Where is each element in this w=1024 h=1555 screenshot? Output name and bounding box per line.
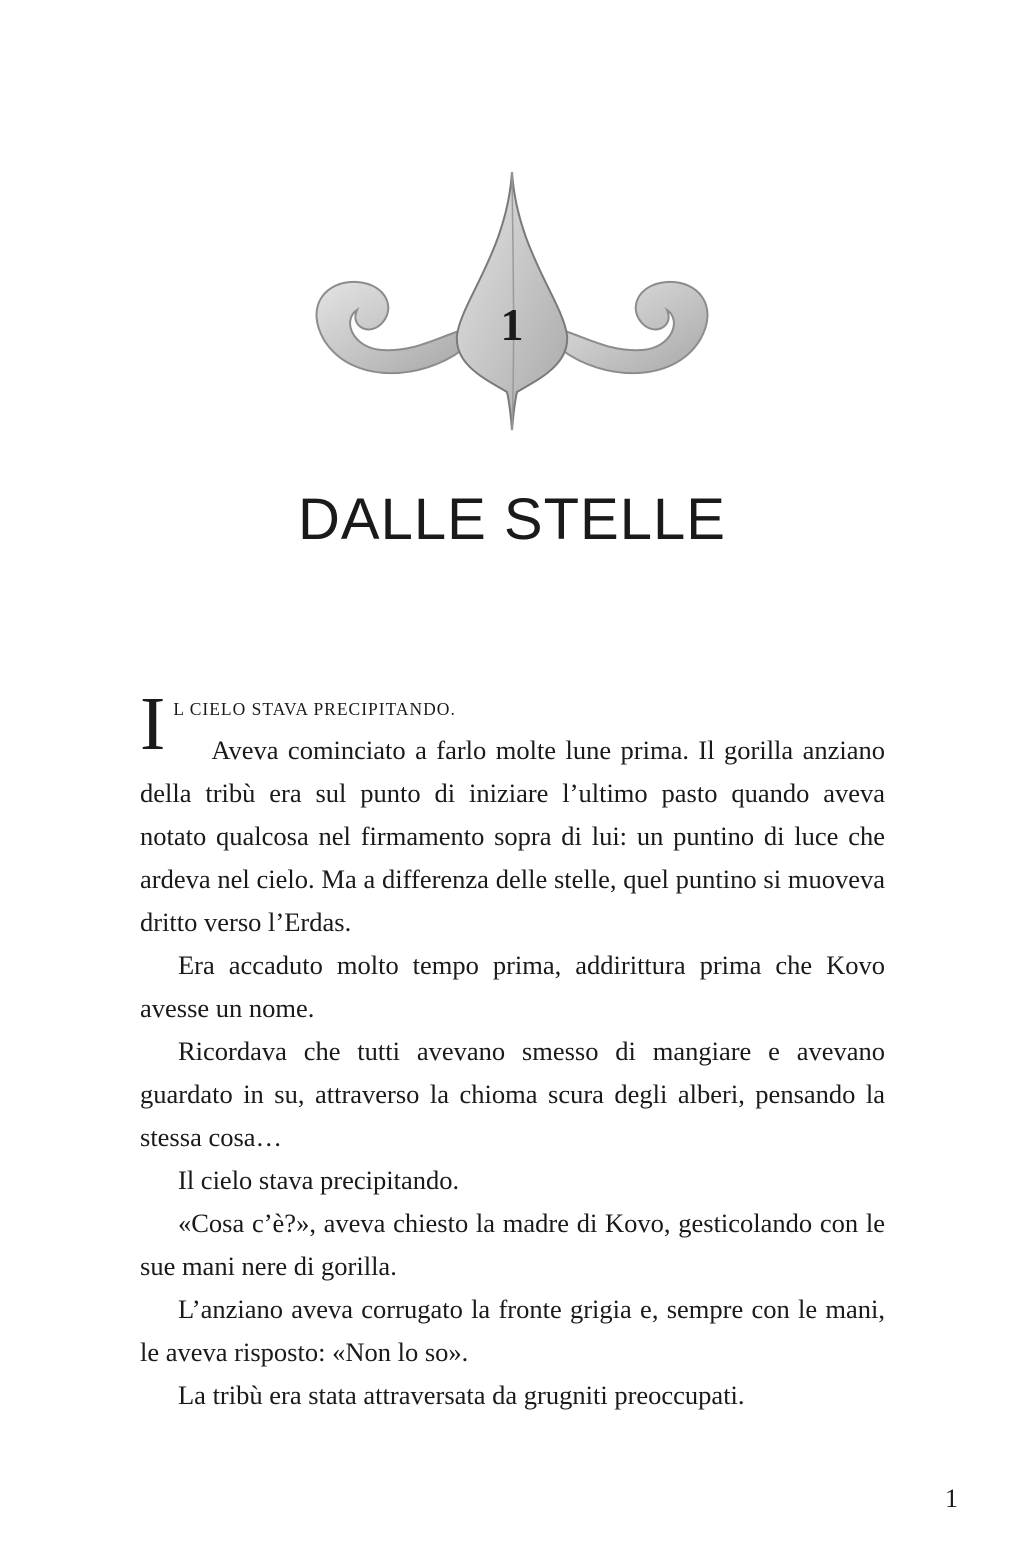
paragraph: «Cosa c’è?», aveva chiesto la madre di Kovo, gesticolando con le sue mani nere di gorilla. bbox=[140, 1208, 885, 1281]
opening-line bbox=[140, 682, 885, 944]
chapter-number: 1 bbox=[500, 299, 524, 350]
paragraph: L’anziano aveva corrugato la fronte grigia e, sempre con le mani, le aveva risposto: «Non lo so». bbox=[140, 1294, 885, 1367]
paragraph: La tribù era stata attraversata da grugniti preoccupati. bbox=[178, 1380, 745, 1410]
paragraph: Il cielo stava precipitando. bbox=[178, 1165, 460, 1195]
page-number: 1 bbox=[945, 1484, 958, 1513]
opening-small-caps: L CIELO STAVA PRECIPITANDO. bbox=[173, 699, 456, 719]
paragraph: Aveva cominciato a farlo molte lune prima. Il gorilla anziano della tribù era sul punto di iniziare l’ultimo pasto quando aveva notato qualcosa nel firmamento sopra di lui: un puntino di luce che ardeva nel cielo. Ma a differenza delle stelle, quel puntino si muoveva dritto verso l’Erdas. bbox=[140, 735, 885, 937]
chapter-body bbox=[140, 682, 885, 1417]
paragraph: Era accaduto molto tempo prima, addirittura prima che Kovo avesse un nome. bbox=[140, 950, 885, 1023]
chapter-title: DALLE STELLE bbox=[298, 487, 726, 552]
paragraph: Ricordava che tutti avevano smesso di mangiare e avevano guardato in su, attraverso la chioma scura degli alberi, pensando la stessa cosa… bbox=[140, 1036, 885, 1152]
drop-cap: I bbox=[140, 682, 166, 766]
